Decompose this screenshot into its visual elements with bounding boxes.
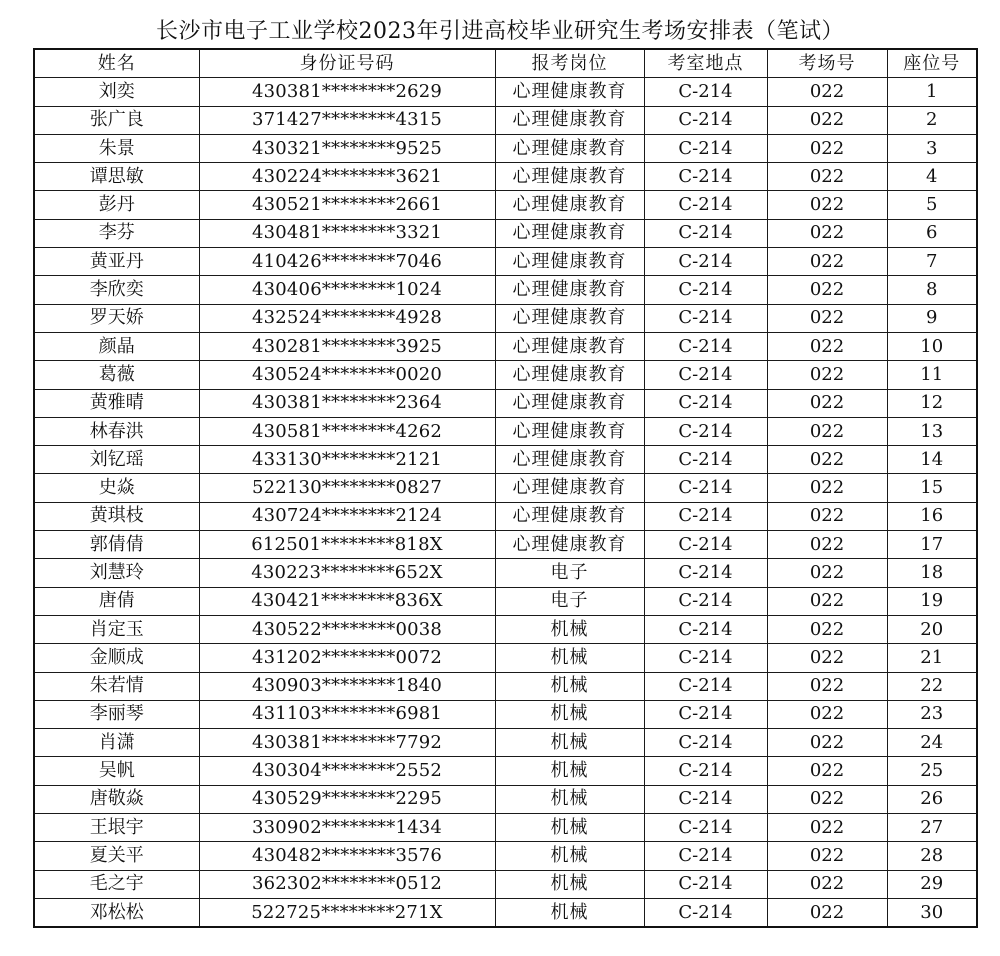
position-cell: 心理健康教育 (495, 78, 644, 106)
room-cell: C-214 (644, 304, 767, 332)
position-cell: 心理健康教育 (495, 134, 644, 162)
id-number-cell: 430321********9525 (199, 134, 495, 162)
exam-hall-cell: 022 (767, 446, 887, 474)
name-cell: 刘慧玲 (34, 559, 199, 587)
seat-cell: 13 (887, 417, 977, 445)
name-cell: 邓松松 (34, 898, 199, 927)
header-row (34, 49, 977, 78)
exam-seating-table (33, 48, 978, 928)
table-row (34, 106, 977, 134)
room-cell: C-214 (644, 672, 767, 700)
seat-cell: 24 (887, 729, 977, 757)
name-cell: 肖定玉 (34, 615, 199, 643)
position-cell: 心理健康教育 (495, 474, 644, 502)
room-cell: C-214 (644, 361, 767, 389)
seat-cell: 27 (887, 814, 977, 842)
position-cell: 机械 (495, 615, 644, 643)
seat-cell: 30 (887, 898, 977, 927)
position-cell: 机械 (495, 814, 644, 842)
exam-hall-cell: 022 (767, 757, 887, 785)
room-cell: C-214 (644, 417, 767, 445)
id-number-cell: 362302********0512 (199, 870, 495, 898)
position-cell: 机械 (495, 729, 644, 757)
name-cell: 毛之宇 (34, 870, 199, 898)
name-cell: 唐敬焱 (34, 785, 199, 813)
name-cell: 刘钇瑶 (34, 446, 199, 474)
id-number-cell: 410426********7046 (199, 248, 495, 276)
column-header-room: 考室地点 (644, 49, 767, 78)
id-number-cell: 522130********0827 (199, 474, 495, 502)
column-header-position: 报考岗位 (495, 49, 644, 78)
table-body (34, 78, 977, 927)
exam-hall-cell: 022 (767, 219, 887, 247)
table-row (34, 417, 977, 445)
room-cell: C-214 (644, 502, 767, 530)
position-cell: 机械 (495, 842, 644, 870)
name-cell: 肖潇 (34, 729, 199, 757)
id-number-cell: 371427********4315 (199, 106, 495, 134)
name-cell: 史焱 (34, 474, 199, 502)
exam-hall-cell: 022 (767, 163, 887, 191)
position-cell: 心理健康教育 (495, 332, 644, 360)
exam-hall-cell: 022 (767, 502, 887, 530)
exam-hall-cell: 022 (767, 870, 887, 898)
room-cell: C-214 (644, 644, 767, 672)
id-number-cell: 433130********2121 (199, 446, 495, 474)
table-row (34, 729, 977, 757)
seat-cell: 25 (887, 757, 977, 785)
exam-hall-cell: 022 (767, 644, 887, 672)
room-cell: C-214 (644, 78, 767, 106)
table-row (34, 587, 977, 615)
name-cell: 郭倩倩 (34, 531, 199, 559)
id-number-cell: 430581********4262 (199, 417, 495, 445)
id-number-cell: 432524********4928 (199, 304, 495, 332)
exam-hall-cell: 022 (767, 248, 887, 276)
id-number-cell: 330902********1434 (199, 814, 495, 842)
seat-cell: 19 (887, 587, 977, 615)
room-cell: C-214 (644, 842, 767, 870)
exam-hall-cell: 022 (767, 814, 887, 842)
exam-hall-cell: 022 (767, 417, 887, 445)
position-cell: 心理健康教育 (495, 502, 644, 530)
seat-cell: 18 (887, 559, 977, 587)
position-cell: 机械 (495, 785, 644, 813)
seat-cell: 6 (887, 219, 977, 247)
table-row (34, 191, 977, 219)
room-cell: C-214 (644, 389, 767, 417)
table-row (34, 870, 977, 898)
seat-cell: 10 (887, 332, 977, 360)
id-number-cell: 430381********2629 (199, 78, 495, 106)
position-cell: 机械 (495, 700, 644, 728)
position-cell: 机械 (495, 644, 644, 672)
seat-cell: 1 (887, 78, 977, 106)
table-row (34, 559, 977, 587)
id-number-cell: 430224********3621 (199, 163, 495, 191)
table-row (34, 332, 977, 360)
name-cell: 刘奕 (34, 78, 199, 106)
seat-cell: 8 (887, 276, 977, 304)
position-cell: 电子 (495, 559, 644, 587)
table-row (34, 361, 977, 389)
seat-cell: 21 (887, 644, 977, 672)
name-cell: 黄亚丹 (34, 248, 199, 276)
position-cell: 心理健康教育 (495, 361, 644, 389)
room-cell: C-214 (644, 729, 767, 757)
position-cell: 心理健康教育 (495, 389, 644, 417)
id-number-cell: 431103********6981 (199, 700, 495, 728)
id-number-cell: 612501********818X (199, 531, 495, 559)
name-cell: 罗天娇 (34, 304, 199, 332)
name-cell: 彭丹 (34, 191, 199, 219)
exam-hall-cell: 022 (767, 615, 887, 643)
room-cell: C-214 (644, 134, 767, 162)
name-cell: 吴帆 (34, 757, 199, 785)
exam-hall-cell: 022 (767, 191, 887, 219)
table-row (34, 276, 977, 304)
id-number-cell: 430381********7792 (199, 729, 495, 757)
seat-cell: 4 (887, 163, 977, 191)
seat-cell: 2 (887, 106, 977, 134)
room-cell: C-214 (644, 219, 767, 247)
name-cell: 黄琪枝 (34, 502, 199, 530)
name-cell: 朱景 (34, 134, 199, 162)
name-cell: 张广良 (34, 106, 199, 134)
seat-cell: 22 (887, 672, 977, 700)
exam-hall-cell: 022 (767, 78, 887, 106)
name-cell: 唐倩 (34, 587, 199, 615)
room-cell: C-214 (644, 700, 767, 728)
table-row (34, 304, 977, 332)
name-cell: 李芬 (34, 219, 199, 247)
position-cell: 机械 (495, 672, 644, 700)
id-number-cell: 430304********2552 (199, 757, 495, 785)
seat-cell: 15 (887, 474, 977, 502)
exam-hall-cell: 022 (767, 361, 887, 389)
room-cell: C-214 (644, 898, 767, 927)
seat-cell: 20 (887, 615, 977, 643)
seat-cell: 26 (887, 785, 977, 813)
exam-hall-cell: 022 (767, 304, 887, 332)
seat-cell: 5 (887, 191, 977, 219)
id-number-cell: 430406********1024 (199, 276, 495, 304)
room-cell: C-214 (644, 446, 767, 474)
table-row (34, 502, 977, 530)
room-cell: C-214 (644, 531, 767, 559)
room-cell: C-214 (644, 163, 767, 191)
exam-hall-cell: 022 (767, 700, 887, 728)
room-cell: C-214 (644, 757, 767, 785)
column-header-seat: 座位号 (887, 49, 977, 78)
page-title: 长沙市电子工业学校2023年引进高校毕业研究生考场安排表（笔试） (156, 19, 844, 44)
column-header-name: 姓名 (34, 49, 199, 78)
exam-hall-cell: 022 (767, 389, 887, 417)
room-cell: C-214 (644, 587, 767, 615)
exam-hall-cell: 022 (767, 474, 887, 502)
table-row (34, 814, 977, 842)
exam-hall-cell: 022 (767, 134, 887, 162)
name-cell: 李欣奕 (34, 276, 199, 304)
id-number-cell: 430381********2364 (199, 389, 495, 417)
exam-hall-cell: 022 (767, 559, 887, 587)
table-row (34, 785, 977, 813)
room-cell: C-214 (644, 814, 767, 842)
table-row (34, 700, 977, 728)
position-cell: 心理健康教育 (495, 446, 644, 474)
exam-hall-cell: 022 (767, 672, 887, 700)
seat-cell: 28 (887, 842, 977, 870)
exam-hall-cell: 022 (767, 898, 887, 927)
exam-hall-cell: 022 (767, 276, 887, 304)
room-cell: C-214 (644, 615, 767, 643)
id-number-cell: 431202********0072 (199, 644, 495, 672)
column-header-exam-hall: 考场号 (767, 49, 887, 78)
table-row (34, 615, 977, 643)
table-row (34, 248, 977, 276)
table-row (34, 78, 977, 106)
seat-cell: 3 (887, 134, 977, 162)
seat-cell: 17 (887, 531, 977, 559)
room-cell: C-214 (644, 191, 767, 219)
name-cell: 谭思敏 (34, 163, 199, 191)
seat-cell: 16 (887, 502, 977, 530)
position-cell: 心理健康教育 (495, 106, 644, 134)
position-cell: 心理健康教育 (495, 276, 644, 304)
seat-cell: 7 (887, 248, 977, 276)
room-cell: C-214 (644, 248, 767, 276)
table-row (34, 898, 977, 927)
position-cell: 心理健康教育 (495, 219, 644, 247)
position-cell: 心理健康教育 (495, 163, 644, 191)
room-cell: C-214 (644, 332, 767, 360)
id-number-cell: 430903********1840 (199, 672, 495, 700)
name-cell: 黄雅晴 (34, 389, 199, 417)
position-cell: 机械 (495, 898, 644, 927)
room-cell: C-214 (644, 276, 767, 304)
exam-hall-cell: 022 (767, 531, 887, 559)
position-cell: 心理健康教育 (495, 304, 644, 332)
table-row (34, 842, 977, 870)
table-row (34, 134, 977, 162)
id-number-cell: 430421********836X (199, 587, 495, 615)
exam-hall-cell: 022 (767, 587, 887, 615)
exam-hall-cell: 022 (767, 332, 887, 360)
name-cell: 葛薇 (34, 361, 199, 389)
exam-hall-cell: 022 (767, 842, 887, 870)
name-cell: 王垠宇 (34, 814, 199, 842)
position-cell: 电子 (495, 587, 644, 615)
name-cell: 林春洪 (34, 417, 199, 445)
table-row (34, 219, 977, 247)
table-row (34, 389, 977, 417)
room-cell: C-214 (644, 106, 767, 134)
id-number-cell: 430521********2661 (199, 191, 495, 219)
id-number-cell: 430724********2124 (199, 502, 495, 530)
seat-cell: 11 (887, 361, 977, 389)
seat-cell: 12 (887, 389, 977, 417)
table-row (34, 644, 977, 672)
position-cell: 心理健康教育 (495, 191, 644, 219)
table-row (34, 163, 977, 191)
id-number-cell: 430481********3321 (199, 219, 495, 247)
id-number-cell: 430223********652X (199, 559, 495, 587)
name-cell: 李丽琴 (34, 700, 199, 728)
position-cell: 心理健康教育 (495, 531, 644, 559)
table-row (34, 672, 977, 700)
position-cell: 心理健康教育 (495, 417, 644, 445)
position-cell: 机械 (495, 870, 644, 898)
table-row (34, 757, 977, 785)
id-number-cell: 522725********271X (199, 898, 495, 927)
id-number-cell: 430529********2295 (199, 785, 495, 813)
seat-cell: 29 (887, 870, 977, 898)
seat-cell: 9 (887, 304, 977, 332)
name-cell: 朱若情 (34, 672, 199, 700)
exam-hall-cell: 022 (767, 785, 887, 813)
exam-hall-cell: 022 (767, 729, 887, 757)
id-number-cell: 430281********3925 (199, 332, 495, 360)
room-cell: C-214 (644, 785, 767, 813)
name-cell: 金顺成 (34, 644, 199, 672)
seat-cell: 14 (887, 446, 977, 474)
id-number-cell: 430522********0038 (199, 615, 495, 643)
column-header-id-number: 身份证号码 (199, 49, 495, 78)
seat-cell: 23 (887, 700, 977, 728)
room-cell: C-214 (644, 870, 767, 898)
position-cell: 机械 (495, 757, 644, 785)
position-cell: 心理健康教育 (495, 248, 644, 276)
table-row (34, 474, 977, 502)
room-cell: C-214 (644, 474, 767, 502)
id-number-cell: 430482********3576 (199, 842, 495, 870)
table-row (34, 446, 977, 474)
exam-hall-cell: 022 (767, 106, 887, 134)
room-cell: C-214 (644, 559, 767, 587)
name-cell: 颜晶 (34, 332, 199, 360)
table-row (34, 531, 977, 559)
name-cell: 夏关平 (34, 842, 199, 870)
id-number-cell: 430524********0020 (199, 361, 495, 389)
